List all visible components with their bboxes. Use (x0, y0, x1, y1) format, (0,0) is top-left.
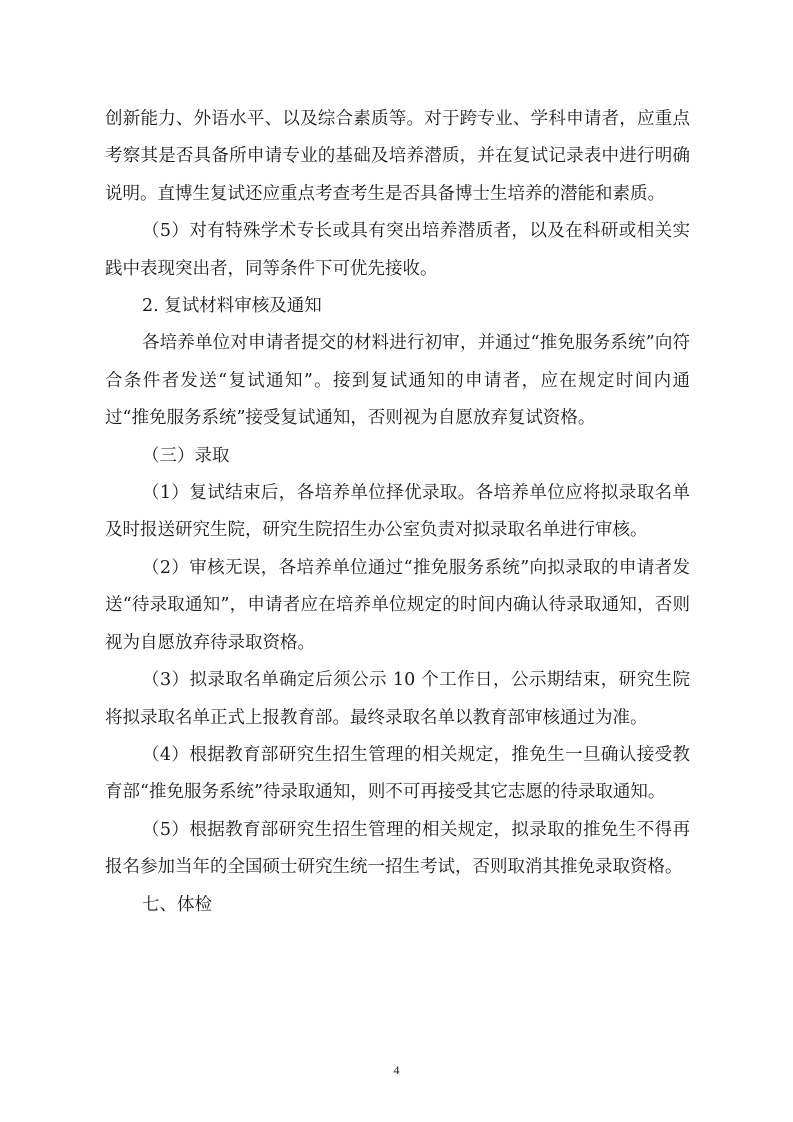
paragraph-admission-item-1: （1）复试结束后，各培养单位择优录取。各培养单位应将拟录取名单及时报送研究生院，研究生院招生办公室负责对拟录取名单进行审核。 (105, 483, 690, 541)
page-number: 4 (393, 1063, 400, 1077)
paragraph-admission-item-5: （5）根据教育部研究生招生管理的相关规定，拟录取的推免生不得再报名参加当年的全国硕士研究生统一招生考试，否则取消其推免录取资格。 (105, 819, 690, 878)
section-heading-admission: （三）录取 (142, 445, 230, 466)
paragraph-continuation: 创新能力、外语水平、以及综合素质等。对于跨专业、学科申请者，应重点考察其是否具备所申请专业的基础及培养潜质，并在复试记录表中进行明确说明。直博生复试还应重点考查考生是否具备博士生培养的潜能和素质。 (105, 109, 690, 204)
section-heading-retest-materials: 2. 复试材料审核及通知 (142, 296, 322, 317)
paragraph-admission-item-2: （2）审核无误，各培养单位通过“推免服务系统”向拟录取的申请者发送“待录取通知”，申请者应在培养单位规定的时间内确认待录取通知，否则视为自愿放弃待录取资格。 (105, 557, 690, 653)
paragraph-admission-item-3: （3）拟录取名单确定后须公示 10 个工作日，公示期结束，研究生院将拟录取名单正式上报教育部。最终录取名单以教育部审核通过为准。 (105, 670, 690, 728)
paragraph-item-5-special-talent: （5）对有特殊学术专长或具有突出培养潜质者，以及在科研或相关实践中表现突出者，同等条件下可优先接收。 (105, 221, 690, 279)
paragraph-admission-item-4: （4）根据教育部研究生招生管理的相关规定，推免生一旦确认接受教育部“推免服务系统”待录取通知，则不可再接受其它志愿的待录取通知。 (105, 744, 690, 803)
paragraph-retest-notice: 各培养单位对申请者提交的材料进行初审，并通过“推免服务系统”向符合条件者发送“复试通知”。接到复试通知的申请者，应在规定时间内通过“推免服务系统”接受复试通知，否则视为自愿放弃复试资格。 (105, 333, 690, 429)
section-heading-physical-exam: 七、体检 (142, 894, 212, 915)
document-body (105, 101, 690, 924)
